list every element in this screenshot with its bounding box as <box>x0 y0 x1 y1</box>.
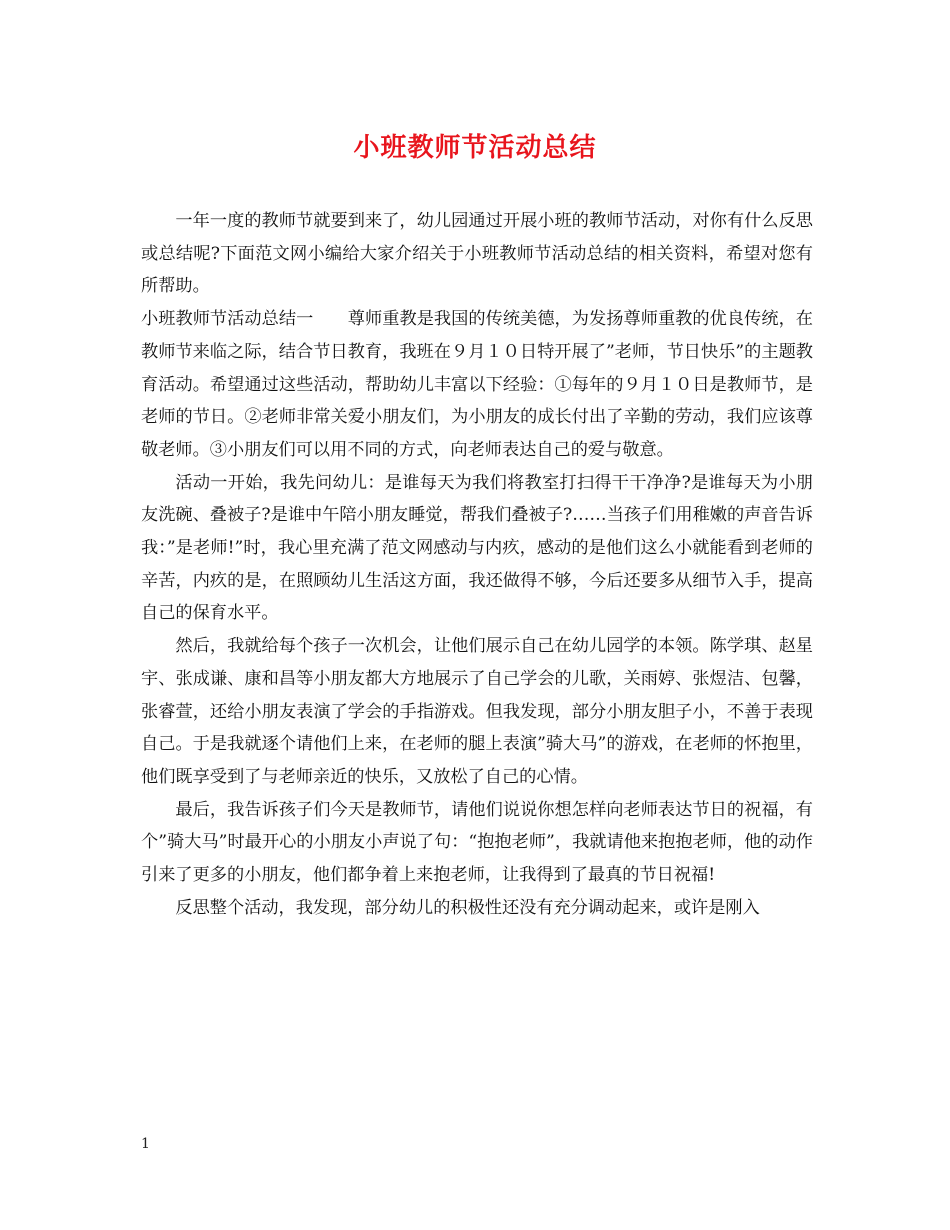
paragraph-showcase: 然后，我就给每个孩子一次机会，让他们展示自己在幼儿园学的本领。陈学琪、赵星宇、张成谦、康和昌等小朋友都大方地展示了自己学会的儿歌，关雨婷、张煜洁、包馨，张睿萱，还给小朋友表演了学会的手指游戏。但我发现，部分小朋友胆子小，不善于表现自己。于是我就逐个请他们上来，在老师的腿上表演”骑大马”的游戏，在老师的怀抱里，他们既享受到了与老师亲近的快乐，又放松了自己的心情。 <box>141 636 813 787</box>
page-title: 小班教师节活动总结 <box>353 133 597 163</box>
document-body <box>141 205 813 924</box>
paragraph-reflection: 反思整个活动，我发现，部分幼儿的积极性还没有充分调动起来，或许是刚入 <box>175 897 760 918</box>
paragraph-finale: 最后，我告诉孩子们今天是教师节，请他们说说你想怎样向老师表达节日的祝福，有个”骑大马”时最开心的小朋友小声说了句：“抱抱老师”，我就请他来抱抱老师，他的动作引来了更多的小朋友，他们都争着上来抱老师，让我得到了最真的节日祝福! <box>141 799 813 886</box>
page-number: 1 <box>141 1136 150 1152</box>
paragraph-activity-start: 活动一开始，我先问幼儿：是谁每天为我们将教室打扫得干干净净?是谁每天为小朋友洗碗、叠被子?是谁中午陪小朋友睡觉，帮我们叠被子?……当孩子们用稚嫩的声音告诉我：”是老师!”时，我心里充满了范文网感动与内疚，感动的是他们这么小就能看到老师的辛苦，内疚的是，在照顾幼儿生活这方面，我还做得不够，今后还要多从细节入手，提高自己的保育水平。 <box>141 472 813 624</box>
paragraph-intro: 一年一度的教师节就要到来了，幼儿园通过开展小班的教师节活动，对你有什么反思或总结呢?下面范文网小编给大家介绍关于小班教师节活动总结的相关资料，希望对您有所帮助。 <box>141 211 813 297</box>
paragraph-section-one: 小班教师节活动总结一 尊师重教是我国的传统美德，为发扬尊师重教的优良传统，在教师节来临之际，结合节日教育，我班在９月１０日特开展了”老师，节日快乐”的主题教育活动。希望通过这些活动，帮助幼儿丰富以下经验：①每年的９月１０日是教师节，是老师的节日。②老师非常关爱小朋友们，为小朋友的成长付出了辛勤的劳动，我们应该尊敬老师。③小朋友们可以用不同的方式，向老师表达自己的爱与敬意。 <box>141 309 813 460</box>
